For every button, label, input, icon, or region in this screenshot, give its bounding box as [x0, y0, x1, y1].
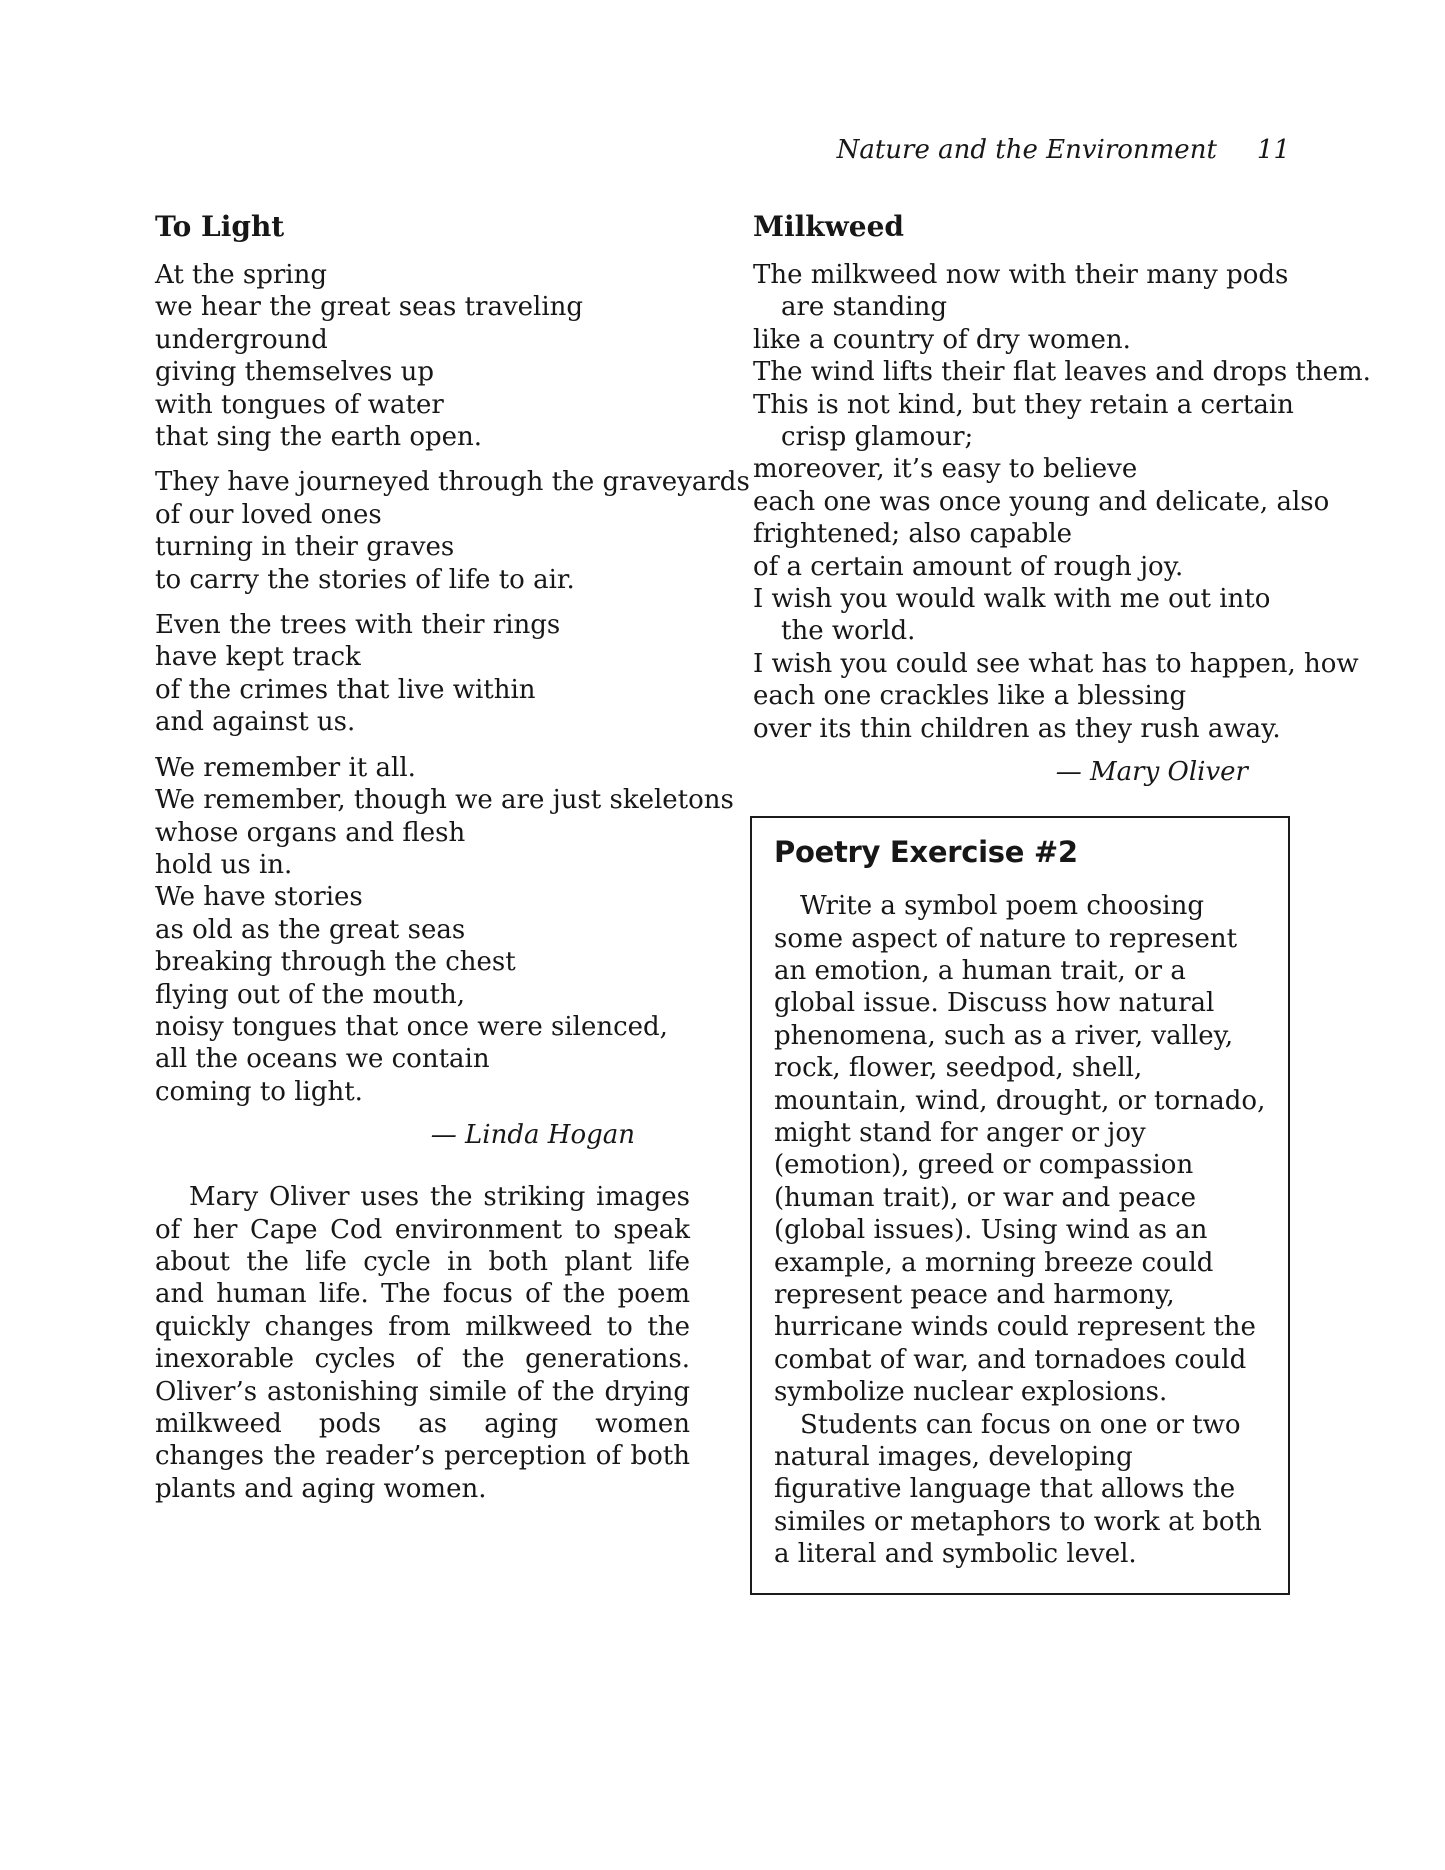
poem-title-to-light: To Light — [155, 210, 285, 243]
poem-line: crisp glamour; — [781, 422, 974, 453]
poem-line: we hear the great seas traveling — [155, 292, 584, 323]
left-column — [155, 210, 750, 1505]
right-column — [753, 210, 1371, 1595]
poem-milkweed — [753, 259, 1371, 745]
poem-line: They have journeyed through the graveyards — [155, 467, 750, 498]
running-header — [837, 134, 1290, 166]
poem-title-milkweed: Milkweed — [753, 210, 904, 243]
exercise-paragraph: Write a symbol poem choosing some aspect of nature to represent an emotion, a human trait, or a global issue. Discuss how natural phenomena, such as a river, valley, rock, flower, seedpod, shell, mountain, wind, drought, or tornado, might stand for anger or joy (emotion), greed or compassion (human trait), or war and peace (global issues). Using wind as an example, a morning breeze could represent peace and harmony, hurricane winds could represent the combat of war, and tornadoes could symbolize nuclear explosions. — [774, 891, 1266, 1408]
stanza — [155, 466, 750, 596]
poetry-exercise-box — [750, 816, 1290, 1595]
page-number: 11 — [1256, 135, 1290, 165]
poem-line: of our loved ones — [155, 499, 382, 530]
poem-line: coming to light. — [155, 1076, 363, 1107]
poem-line: The wind lifts their flat leaves and drops them. — [753, 357, 1371, 388]
exercise-paragraph: Students can focus on one or two natural images, developing figurative language that allows the similes or metaphors to work at both a literal and symbolic level. — [774, 1409, 1262, 1570]
exercise-box-title: Poetry Exercise #2 — [774, 835, 1078, 870]
poem-line: Even the trees with their rings — [155, 610, 561, 641]
poem-line: turning in their graves — [155, 532, 455, 563]
poem-line: This is not kind, but they retain a certain — [753, 389, 1294, 420]
poem-line: At the spring — [155, 260, 327, 290]
poem-line: whose organs and flesh — [155, 817, 466, 848]
poem-line: The milkweed now with their many pods — [753, 260, 1289, 290]
exercise-box-body — [774, 890, 1266, 1571]
poem-attribution-linda-hogan: — Linda Hogan — [430, 1120, 635, 1151]
poem-attribution-mary-oliver: — Mary Oliver — [1055, 757, 1248, 788]
poem-line: giving themselves up — [155, 357, 434, 388]
poem-line: each one was once young and delicate, also — [753, 486, 1330, 517]
poem-line: the world. — [781, 616, 916, 647]
stanza — [155, 609, 690, 739]
poem-line: I wish you would walk with me out into — [753, 584, 1271, 615]
poem-line: over its thin children as they rush away. — [753, 713, 1281, 744]
poem-line: moreover, it’s easy to believe — [753, 454, 1138, 485]
poem-line: We have stories — [155, 882, 363, 913]
poem-line: We remember, though we are just skeletons — [155, 785, 734, 816]
poem-line: frightened; also capable — [753, 519, 1073, 550]
poem-line: that sing the earth open. — [155, 422, 483, 453]
poem-line: of a certain amount of rough joy. — [753, 551, 1184, 582]
poem-line: and against us. — [155, 707, 356, 738]
poem-line: underground — [155, 324, 328, 355]
poem-line: of the crimes that live within — [155, 674, 536, 705]
running-header-title: Nature and the Environment — [836, 135, 1217, 165]
poem-line: all the oceans we contain — [155, 1044, 490, 1075]
poem-line: flying out of the mouth, — [155, 979, 466, 1010]
commentary-paragraph: Mary Oliver uses the striking images of her Cape Cod environment to speak about the life cycle in both plant life and human life. The focus of the poem quickly changes from milkweed to the inexorable cycles of the generations. Oliver’s astonishing simile of the drying milkweed pods as aging women changes the reader’s perception of both plants and aging women. — [155, 1182, 690, 1504]
poem-line: with tongues of water — [155, 389, 444, 420]
poem-line: as old as the great seas — [155, 914, 466, 945]
poem-line: I wish you could see what has to happen, how — [753, 648, 1359, 679]
poem-line: have kept track — [155, 642, 361, 673]
poem-line: to carry the stories of life to air. — [155, 564, 575, 595]
poem-line: breaking through the chest — [155, 947, 516, 978]
stanza — [155, 259, 690, 453]
poem-line: noisy tongues that once were silenced, — [155, 1011, 668, 1042]
poem-line: We remember it all. — [155, 752, 416, 783]
poem-line: are standing — [781, 292, 947, 323]
stanza — [155, 752, 734, 1108]
poem-line: each one crackles like a blessing — [753, 681, 1187, 712]
poem-line: like a country of dry women. — [753, 324, 1131, 355]
poem-to-light — [155, 259, 750, 1108]
poem-line: hold us in. — [155, 849, 293, 880]
